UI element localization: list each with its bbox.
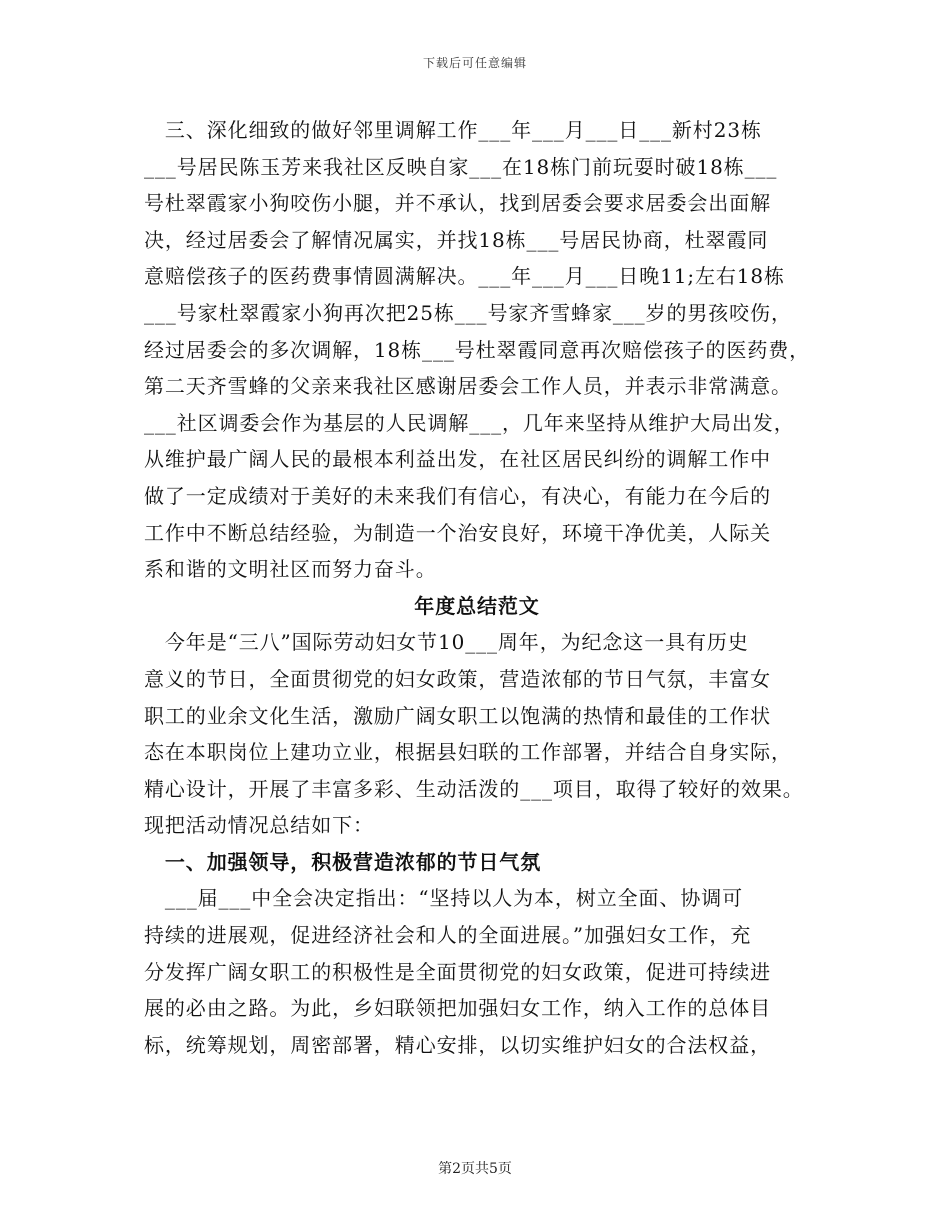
text-line: 分发挥广阔女职工的积极性是全面贯彻党的妇女政策，促进可持续进 <box>144 959 771 984</box>
text-line: 从维护最广阔人民的最根本利益出发，在社区居民纠纷的调解工作中 <box>144 447 771 472</box>
text-line: ___号家杜翠霞家小狗再次把25栋___号家齐雪蜂家___岁的男孩咬伤， <box>144 300 792 325</box>
text-line: 持续的进展观，促进经济社会和人的全面进展。”加强妇女工作，充 <box>144 923 752 948</box>
text-line: 号杜翠霞家小狗咬伤小腿，并不承认，找到居委会要求居委会出面解 <box>144 191 771 216</box>
text-line: ___届___中全会决定指出：“坚持以人为本，树立全面、协调可 <box>144 886 744 911</box>
document-body <box>144 112 810 1063</box>
section-title: 年度总结范文 <box>414 593 540 618</box>
text-line: 精心设计，开展了丰富多彩、生动活泼的___项目，取得了较好的效果。 <box>144 776 804 801</box>
text-line: 意义的节日，全面贯彻党的妇女政策，营造浓郁的节日气氛，丰富女 <box>144 666 771 691</box>
text-line: 经过居委会的多次调解，18栋___号杜翠霞同意再次赔偿孩子的医药费， <box>144 337 811 362</box>
text-line: ___号居民陈玉芳来我社区反映自家___在18栋门前玩耍时破18栋___ <box>144 154 778 179</box>
page-footer: 第2页共5页 <box>438 1161 512 1177</box>
subsection-heading: 一、加强领导，积极营造浓郁的节日气氛 <box>144 849 542 874</box>
text-line: ___社区调委会作为基层的人民调解___，几年来坚持从维护大局出发， <box>144 410 795 435</box>
text-line: 做了一定成绩对于美好的未来我们有信心，有决心，有能力在今后的 <box>144 483 771 508</box>
text-line: 第二天齐雪蜂的父亲来我社区感谢居委会工作人员，并表示非常满意。 <box>144 374 792 399</box>
text-line: 现把活动情况总结如下： <box>144 813 374 838</box>
text-line: 意赔偿孩子的医药费事情圆满解决。___年___月___日晚11;左右18栋 <box>144 264 785 289</box>
text-line: 系和谐的文明社区而努力奋斗。 <box>144 557 437 582</box>
text-line: 工作中不断总结经验，为制造一个治安良好，环境干净优美，人际关 <box>144 520 771 545</box>
text-line: 决，经过居委会了解情况属实，并找18栋___号居民协商，杜翠霞同 <box>144 227 769 252</box>
text-line: 职工的业余文化生活，激励广阔女职工以饱满的热情和最佳的工作状 <box>144 703 771 728</box>
text-line: 展的必由之路。为此，乡妇联领把加强妇女工作，纳入工作的总体目 <box>144 996 771 1021</box>
text-line: 标，统筹规划，周密部署，精心安排，以切实维护妇女的合法权益， <box>144 1032 771 1057</box>
text-line: 态在本职岗位上建功立业，根据县妇联的工作部署，并结合自身实际， <box>144 740 792 765</box>
text-line: 今年是“三八”国际劳动妇女节10___周年，为纪念这一具有历史 <box>144 630 749 655</box>
page-header: 下载后可任意编辑 <box>422 56 527 70</box>
text-line: 三、深化细致的做好邻里调解工作___年___月___日___新村23栋 <box>144 118 762 142</box>
